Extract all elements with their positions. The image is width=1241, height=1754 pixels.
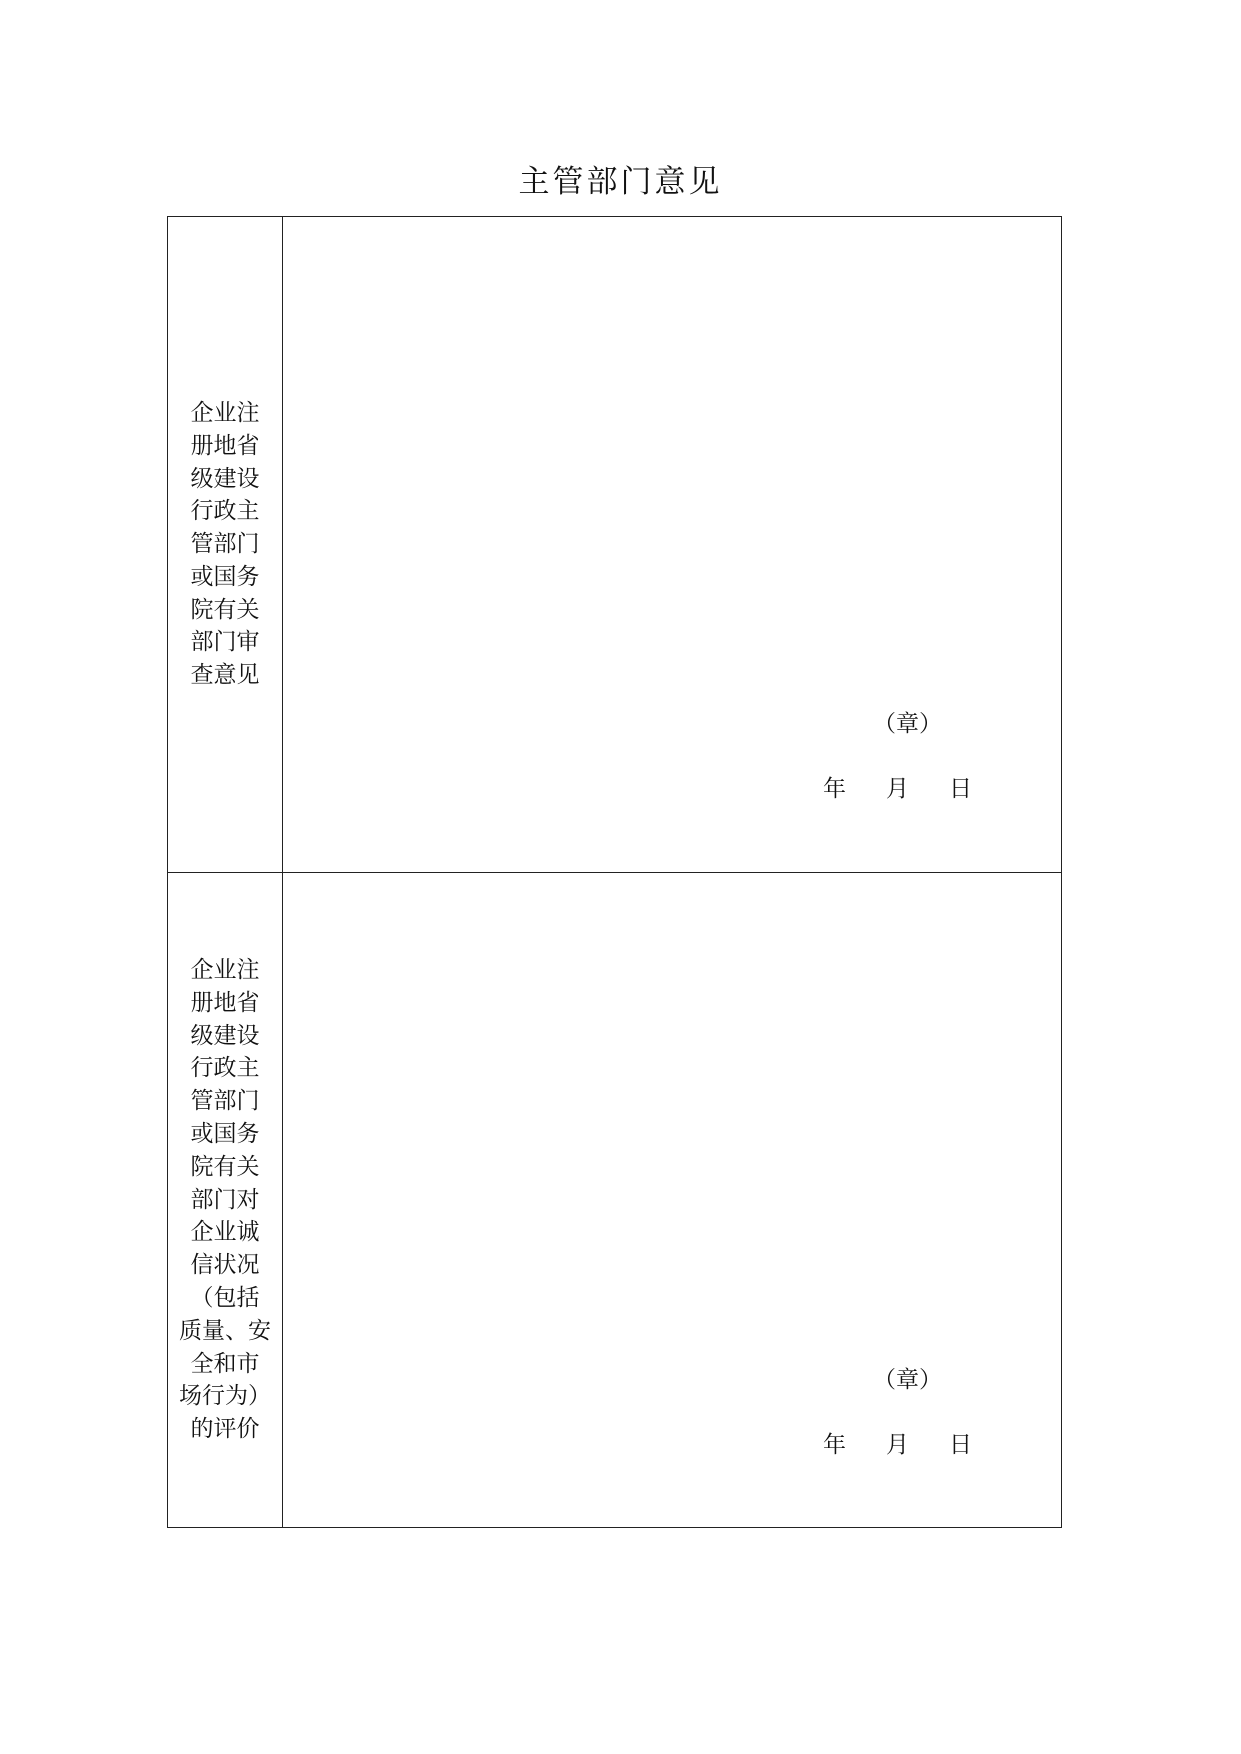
label-line: 院有关 <box>190 1153 260 1180</box>
label-line: 企业注 <box>190 399 260 426</box>
label-line: 部门对 <box>190 1186 260 1213</box>
opinion-form-table <box>167 216 1062 1528</box>
date-day-label: 日 <box>949 776 972 802</box>
label-line: 行政主 <box>190 498 260 525</box>
stamp-placeholder: （章） <box>873 1367 942 1393</box>
label-line: （包括 <box>190 1284 260 1311</box>
label-line: 册地省 <box>190 432 260 459</box>
date-year-label: 年 <box>823 1432 846 1458</box>
stamp-placeholder: （章） <box>873 711 942 737</box>
label-line: 或国务 <box>190 563 260 590</box>
review-opinion-label-cell <box>168 217 283 872</box>
label-line: 级建设 <box>190 1022 260 1049</box>
integrity-evaluation-label-cell <box>168 873 283 1527</box>
label-line: 企业诚 <box>190 1219 260 1246</box>
label-line: 册地省 <box>190 989 260 1016</box>
label-line: 院有关 <box>190 596 260 623</box>
date-month-label: 月 <box>886 776 909 802</box>
review-opinion-row <box>168 217 1061 872</box>
label-line: 管部门 <box>190 531 260 558</box>
integrity-evaluation-row <box>168 872 1061 1527</box>
date-day-label: 日 <box>949 1432 972 1458</box>
label-line: 管部门 <box>190 1088 260 1115</box>
label-line: 的评价 <box>190 1416 260 1443</box>
review-opinion-input-area[interactable] <box>283 217 1061 872</box>
label-line: 部门审 <box>190 629 260 656</box>
label-line: 查意见 <box>190 662 260 689</box>
integrity-evaluation-label <box>179 954 271 1446</box>
date-line <box>823 1430 972 1460</box>
review-opinion-label <box>191 397 260 692</box>
label-line: 企业注 <box>190 957 260 984</box>
date-month-label: 月 <box>886 1432 909 1458</box>
label-line: 级建设 <box>190 465 260 492</box>
label-line: 场行为） <box>179 1383 271 1410</box>
label-line: 质量、安 <box>179 1317 271 1344</box>
page-title: 主管部门意见 <box>518 164 723 200</box>
label-line: 信状况 <box>190 1252 260 1279</box>
date-year-label: 年 <box>823 776 846 802</box>
integrity-evaluation-input-area[interactable] <box>283 873 1061 1527</box>
label-line: 全和市 <box>190 1350 260 1377</box>
label-line: 行政主 <box>190 1055 260 1082</box>
label-line: 或国务 <box>190 1121 260 1147</box>
date-line <box>823 774 972 804</box>
